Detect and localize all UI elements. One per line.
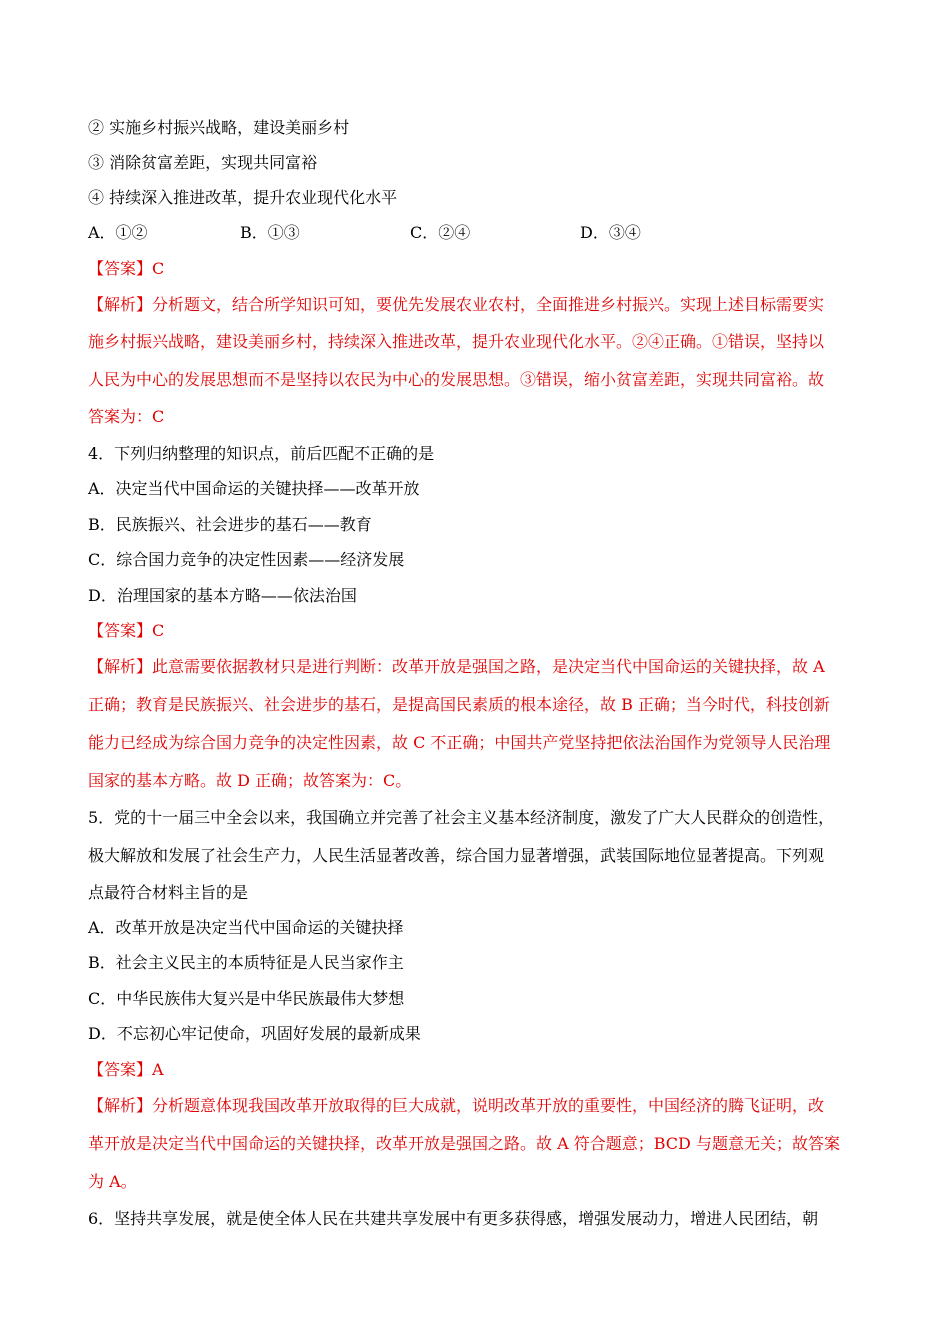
q5-option-a: A．改革开放是决定当代中国命运的关键抉择 <box>88 918 404 937</box>
q3-item-2: ② 实施乡村振兴战略，建设美丽乡村 <box>88 118 350 137</box>
q3-item-4: ④ 持续深入推进改革，提升农业现代化水平 <box>88 188 398 207</box>
q5-stem-line: 5．党的十一届三中全会以来，我国确立并完善了社会主义基本经济制度，激发了广大人民群众的创造性， <box>88 808 835 827</box>
q3-item-3: ③ 消除贫富差距，实现共同富裕 <box>88 153 318 172</box>
q5-analysis-line: 为 A。 <box>88 1172 137 1191</box>
q3-option-c: C．②④ <box>410 223 471 242</box>
q4-analysis-line: 能力已经成为综合国力竞争的决定性因素，故 C 不正确；中国共产党坚持把依法治国作为党领导人民治理 <box>88 733 831 752</box>
q4-option-d: D．治理国家的基本方略——依法治国 <box>88 586 357 605</box>
q4-option-a: A．决定当代中国命运的关键抉择——改革开放 <box>88 479 420 498</box>
q3-option-d: D．③④ <box>580 223 641 242</box>
q4-option-c: C．综合国力竞争的决定性因素——经济发展 <box>88 550 405 569</box>
q4-analysis-line: 国家的基本方略。故 D 正确；故答案为：C。 <box>88 771 412 790</box>
q4-analysis-line: 【解析】此意需要依据教材只是进行判断：改革开放是强国之路，是决定当代中国命运的关键抉择，故 A <box>88 657 825 676</box>
q4-option-b: B．民族振兴、社会进步的基石——教育 <box>88 515 372 534</box>
q3-analysis-line: 人民为中心的发展思想而不是坚持以农民为中心的发展思想。③错误，缩小贫富差距，实现共同富裕。故 <box>88 370 825 389</box>
q3-option-b: B．①③ <box>240 223 300 242</box>
q3-analysis-line: 【解析】分析题文，结合所学知识可知，要优先发展农业农村，全面推进乡村振兴。实现上述目标需要实 <box>88 295 825 314</box>
q3-analysis-line: 答案为：C <box>88 407 165 426</box>
q5-analysis-line: 革开放是决定当代中国命运的关键抉择，改革开放是强国之路。故 A 符合题意；BCD 与题意无关；故答案 <box>88 1134 840 1153</box>
q5-stem-line: 极大解放和发展了社会生产力，人民生活显著改善，综合国力显著增强，武装国际地位显著提高。下列观 <box>88 846 825 865</box>
q5-stem-line: 点最符合材料主旨的是 <box>88 883 249 902</box>
q5-option-b: B．社会主义民主的本质特征是人民当家作主 <box>88 953 404 972</box>
q3-option-a: A．①② <box>88 223 148 242</box>
q5-answer: 【答案】A <box>88 1060 164 1079</box>
q4-analysis-line: 正确；教育是民族振兴、社会进步的基石，是提高国民素质的根本途径，故 B 正确；当今时代，科技创新 <box>88 695 830 714</box>
q3-answer: 【答案】C <box>88 259 165 278</box>
q4-answer: 【答案】C <box>88 621 165 640</box>
q5-option-d: D．不忘初心牢记使命，巩固好发展的最新成果 <box>88 1024 421 1043</box>
q4-stem: 4．下列归纳整理的知识点，前后匹配不正确的是 <box>88 444 435 463</box>
q3-analysis-line: 施乡村振兴战略，建设美丽乡村，持续深入推进改革，提升农业现代化水平。②④正确。①错误，坚持以 <box>88 332 825 351</box>
q6-stem: 6．坚持共享发展，就是使全体人民在共建共享发展中有更多获得感，增强发展动力，增进人民团结，朝 <box>88 1209 819 1228</box>
q5-analysis-line: 【解析】分析题意体现我国改革开放取得的巨大成就，说明改革开放的重要性，中国经济的腾飞证明，改 <box>88 1096 825 1115</box>
q5-option-c: C．中华民族伟大复兴是中华民族最伟大梦想 <box>88 989 405 1008</box>
